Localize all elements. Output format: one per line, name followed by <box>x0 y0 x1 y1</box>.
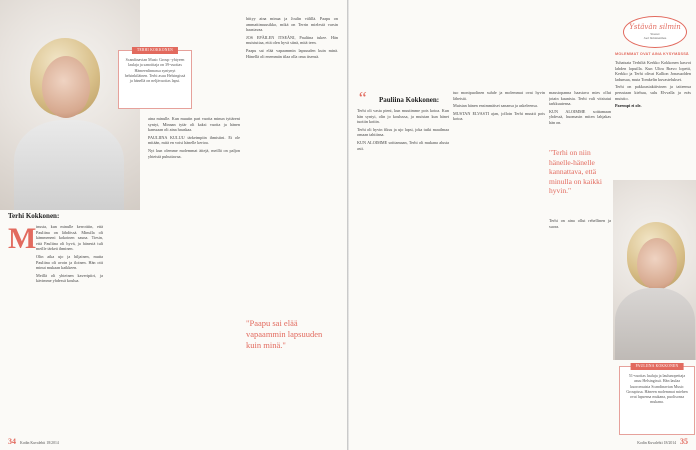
left-col3-para: hittyy aina minua ja Joulin välillä. Paapu on ammattimuusikko, mikä on Terrin mielestä varsin haastavaa. <box>246 16 338 33</box>
terhi-name-heading: Terhi Kokkonen: <box>8 212 60 220</box>
sidebar-column <box>615 60 691 180</box>
right-col3-para: Terhi on aina ollut rehellinen ja suora. <box>549 218 611 229</box>
sidebar-heading: MOLEMMAT OVAT AINA KYSYMÄSSÄ <box>615 52 689 56</box>
left-col1-para: Meillä oli yhteinen kaveripiiri, ja kävimme yhdessä koulua. <box>36 272 103 284</box>
right-pull-quote: "Terhi on niin hänelle-hänelle kannattava, että minulla on kaikki hyvin." <box>549 148 602 195</box>
right-column-1 <box>357 108 449 428</box>
right-col1-para: KUN ALOIMME soittamaan, Terhi oli mukana alusta asti. <box>357 139 449 151</box>
terhi-face <box>42 56 90 118</box>
right-col3-para: KUN ALOIMME soittamaan yhdessä, huomasin miten lahjakas hän on. <box>549 108 611 125</box>
pauliina-name-heading: Pauliina Kokkonen: <box>379 96 440 104</box>
pauliina-quote-mark: “ <box>357 88 368 108</box>
folio-text: Kodin Kuvalehti 18/2014 <box>19 441 59 445</box>
pauliina-infobox-tag: PAULIINA KOKKONEN <box>631 363 684 370</box>
badge-sub1: Sisaret <box>650 32 660 36</box>
left-col3-para: JOS EPÄILEN ITSEÄNI, Pauliina tukee. Hän muistuttaa, että olen hyvä siinä, mitä teen. <box>246 34 338 46</box>
right-col3-para: maustopanna haastava mies ollut jotain kaunista. Terhi vali vitsiutui tarkkuutensa. <box>549 90 611 107</box>
page-number: 35 <box>680 437 688 446</box>
left-column-2 <box>148 116 240 426</box>
right-folio <box>637 437 688 446</box>
left-col1-para: Olin aika ujo ja hiljainen, mutta Pauliina oli avoin ja iloinen. Hän otti minut mukaan kaikkeen. <box>36 253 103 271</box>
left-column-3 <box>246 16 338 306</box>
left-col3-para: Paapu sai elää vapaammin lapsuuden kuin minä. Hänellä oli enemmän tilaa olla oma itsensä. <box>246 47 338 59</box>
dropcap: M <box>8 222 37 255</box>
left-pull-quote: "Paapu sai elää vapaammin lapsuuden kuin minä." <box>246 318 323 350</box>
badge-title: Ystävän silmin <box>629 23 681 31</box>
left-col2-para: PAULIINA KULUU tärkeimpiin ihmisiini. Ei ole mitään, mitä en voisi hänelle kertoa. <box>148 134 240 146</box>
right-col2-para: MUSTAN ELVASTI ajan, jolloin Terhi muutti pois kotoa. <box>453 110 545 122</box>
pauliina-face <box>637 238 677 290</box>
left-col1-para: inusta, kun minulle kerrottiin, että Pauliina on lähdössä. Minulla oli kämmeneni kokoinen sauna. Tiesin, että Pauliina oli hyvä, ja hänestä tuli meille tärkeä ihminen. <box>36 224 103 252</box>
left-col2-para: Nyt kun olemme molemmat äitejä, meillä on paljon yhteistä puhuttavaa. <box>148 147 240 159</box>
right-col2-para: Muistan hänen ensimmäiset sanansa ja askeleensa. <box>453 103 538 109</box>
sidebar-quote-title: Parempi ei ole. <box>615 103 642 109</box>
left-col2-para: aina minulle. Kun muutin pari vuotta minun tyttäreni syntyi, Minnan tytär oli kaksi vuotta ja hänen kanssaan oli aina hauskaa. <box>148 116 240 133</box>
left-folio <box>8 437 59 446</box>
right-column-2 <box>453 90 545 426</box>
left-column-1 <box>8 224 103 424</box>
right-col1-para: Terhi oli vasta pieni, kun muutimme pois kotoa. Kun hän syntyi, olin jo koulussa, ja muistan kun hänet tuotiin kotiin. <box>357 108 449 125</box>
right-column-3 <box>549 90 611 150</box>
friends-eyes-badge <box>623 16 687 48</box>
pauliina-infobox <box>619 366 695 435</box>
terhi-shirt <box>14 120 124 210</box>
pauliina-shirt <box>615 288 695 360</box>
sidebar-para: Terhi on pakkoasiaktiivinen ja taiteensa perustaan kiehuu, sulu Elvvalla ja eräs muistio. <box>615 84 691 101</box>
terhi-infobox-text: Scandinavian Music Group -yhtyeen laulaja ja sanoittaja on 39-vuotias Hämeenlinnassa syntynyt helsinkiläinen. Terhi asuu Helsingissä ja hänellä on neljävuotias lapsi. <box>124 57 186 84</box>
pauliina-photo <box>613 180 696 360</box>
page-number: 34 <box>8 437 16 446</box>
terhi-infobox <box>118 50 192 109</box>
sidebar-para: Tuhatsata Terhiltä Kerkko Kokkonen kasvoi lahden lopuilla. Kun Ultra Bravo lopetti, Kerkko ja Terhi olivat Kallion Jonasuolden ladunsaa, muta Tomkelin kuvastelukset. <box>615 60 691 82</box>
badge-sub2: Joel Ilolainenmaa <box>643 36 667 40</box>
right-col2-para: tuo monipuolinen suhde ja molemmat ovat hyvin läheisiä. <box>453 90 545 101</box>
right-col1-para: Terhi oli hyvin fiksu ja ujo lapsi, joka tutki maailmaa omaan tahtiinsa. <box>357 126 449 138</box>
left-page <box>0 0 347 450</box>
pauliina-infobox-text: 51-vuotias lauluja ja laulunopettaja asuu Helsingissä. Hän laulaa kuoromuista Scandinavian Music Groupissa. Häneen molemmat miehen ovat lapsensa mukana, puolisonsa mukana. <box>626 373 688 405</box>
right-page <box>349 0 696 450</box>
terhi-infobox-tag: TERHI KOKKONEN <box>132 47 178 54</box>
right-column-3b <box>549 218 611 428</box>
folio-text: Kodin Kuvalehti 18/2014 <box>637 441 677 445</box>
